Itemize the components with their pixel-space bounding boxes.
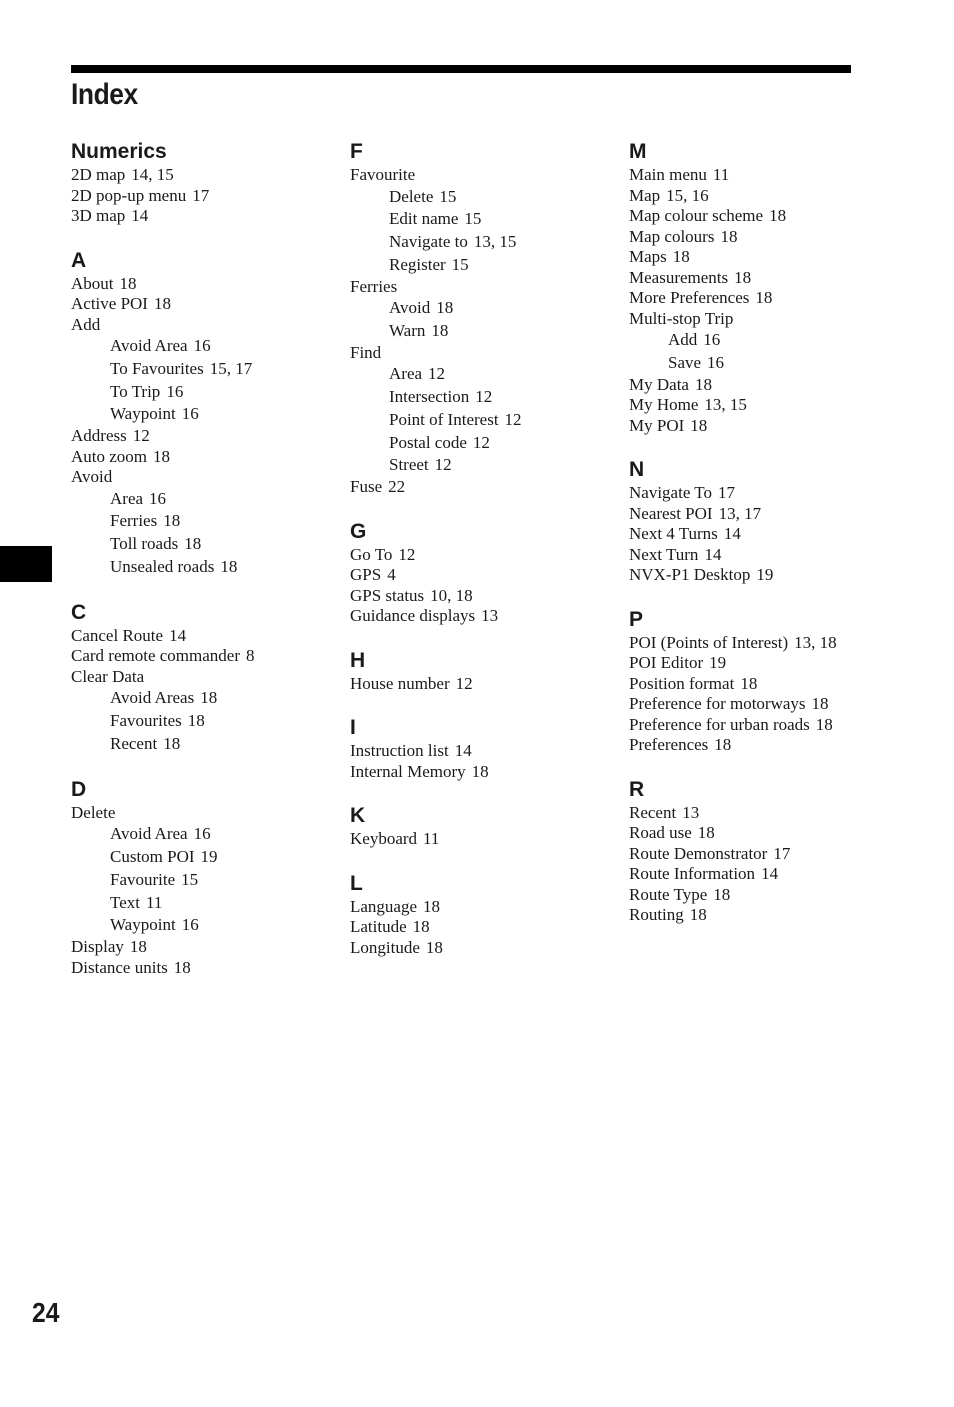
entry-pages: 18 — [689, 905, 707, 925]
entry-pages: 12 — [398, 544, 416, 564]
index-entry — [629, 633, 899, 654]
entry-term: Guidance displays — [350, 606, 476, 626]
entry-term: Favourite — [110, 869, 176, 889]
entry-term: 3D map — [71, 206, 126, 225]
index-entry — [350, 741, 620, 762]
index-subentry — [71, 533, 341, 556]
entry-pages: 18 — [431, 320, 449, 340]
entry-term: Edit name — [389, 209, 459, 229]
index-entry — [71, 206, 341, 227]
entry-pages: 18 — [119, 273, 137, 293]
entry-term: Card remote commander — [71, 646, 240, 666]
index-entry — [629, 823, 899, 844]
entry-pages: 18 — [740, 673, 758, 693]
index-column-3 — [629, 140, 899, 948]
entry-pages: 11 — [145, 892, 163, 912]
section-letter: Numerics — [71, 140, 167, 163]
index-section — [350, 649, 620, 695]
index-entry — [71, 186, 341, 207]
index-subentry — [71, 403, 341, 426]
entry-pages: 18 — [129, 937, 147, 957]
entry-term: Map — [629, 185, 661, 205]
entry-pages: 12 — [434, 455, 452, 475]
entry-pages: 18 — [694, 374, 712, 394]
entry-term: Text — [110, 892, 140, 912]
entry-pages: 14 — [704, 544, 722, 564]
index-entry — [629, 186, 899, 207]
index-entry — [350, 897, 620, 918]
entry-term: Display — [71, 937, 124, 957]
index-entry — [71, 667, 341, 688]
entry-term: My Data — [629, 374, 689, 394]
entry-term: Recent — [629, 802, 677, 822]
index-subentry — [71, 687, 341, 710]
entry-pages: 10, 18 — [430, 585, 473, 605]
index-entry — [71, 646, 341, 667]
index-entry — [629, 247, 899, 268]
index-subentry — [71, 710, 341, 733]
index-entry — [350, 938, 620, 959]
entry-term: Road use — [629, 823, 692, 843]
entry-term: Active POI — [71, 294, 148, 313]
entry-pages: 17 — [192, 185, 210, 205]
entry-pages: 18 — [672, 247, 690, 266]
entry-term: House number — [350, 673, 450, 693]
index-subentry — [71, 869, 341, 892]
entry-pages: 14 — [723, 524, 741, 544]
entry-pages: 12 — [504, 409, 522, 429]
entry-pages: 14, 15 — [131, 165, 174, 184]
index-subentry — [71, 823, 341, 846]
entry-term: Distance units — [71, 957, 168, 977]
index-section — [71, 249, 341, 579]
index-entry — [629, 504, 899, 525]
section-letter: F — [350, 140, 363, 163]
index-entry — [629, 206, 899, 227]
section-letter: G — [350, 519, 367, 543]
entry-term: NVX-P1 Desktop — [629, 565, 751, 585]
entry-pages: 18 — [720, 226, 738, 246]
entry-term: POI Editor — [629, 653, 704, 673]
entry-term: Instruction list — [350, 741, 449, 761]
entry-term: Preference for urban roads — [629, 714, 810, 734]
index-subentry — [71, 914, 341, 937]
entry-pages: 12 — [132, 426, 150, 446]
index-subentry — [71, 335, 341, 358]
index-section — [629, 458, 899, 586]
entry-pages: 16 — [707, 352, 725, 372]
entry-term: Next Turn — [629, 544, 699, 564]
entry-term: Latitude — [350, 917, 407, 937]
entry-term: Intersection — [389, 387, 470, 407]
entry-pages: 18 — [815, 714, 833, 734]
entry-term: Avoid — [389, 298, 431, 318]
entry-pages: 15, 16 — [666, 185, 709, 205]
thumb-index-tab — [0, 546, 52, 582]
entry-term: More Preferences — [629, 288, 750, 307]
entry-pages: 18 — [690, 415, 708, 435]
index-entry — [629, 653, 899, 674]
entry-term: Multi-stop Trip — [629, 308, 734, 328]
index-entry — [629, 375, 899, 396]
entry-term: Ferries — [110, 511, 158, 531]
index-entry — [629, 227, 899, 248]
section-letter: R — [629, 777, 645, 801]
entry-pages: 12 — [455, 673, 473, 693]
entry-term: GPS — [350, 565, 382, 585]
entry-term: Route Information — [629, 864, 756, 884]
index-entry — [71, 626, 341, 647]
entry-term: Delete — [71, 802, 116, 822]
index-entry — [350, 829, 620, 850]
index-section — [350, 716, 620, 782]
entry-term: Ferries — [350, 276, 398, 296]
entry-term: Delete — [389, 186, 434, 206]
entry-term: Route Demonstrator — [629, 843, 768, 863]
index-entry — [629, 288, 899, 309]
entry-pages: 11 — [423, 829, 440, 849]
index-subentry — [71, 358, 341, 381]
entry-term: Favourite — [350, 165, 416, 184]
section-letter: N — [629, 458, 645, 482]
index-subentry — [629, 352, 899, 375]
entry-pages: 22 — [388, 477, 406, 497]
index-entry — [629, 694, 899, 715]
index-subentry — [350, 386, 620, 409]
index-column-2 — [350, 140, 620, 980]
entry-term: Auto zoom — [71, 446, 148, 466]
index-subentry — [350, 186, 620, 209]
index-entry — [629, 905, 899, 926]
index-entry — [350, 477, 620, 498]
index-section — [71, 778, 341, 978]
entry-pages: 13, 18 — [794, 632, 837, 652]
index-subentry — [350, 254, 620, 277]
entry-pages: 14 — [131, 206, 149, 225]
index-entry — [629, 674, 899, 695]
entry-pages: 19 — [756, 565, 774, 585]
index-subentry — [350, 409, 620, 432]
section-letter: C — [71, 600, 87, 624]
index-subentry — [71, 733, 341, 756]
entry-pages: 13 — [682, 802, 700, 822]
entry-term: Route Type — [629, 884, 708, 904]
entry-term: Preferences — [629, 735, 709, 755]
entry-pages: 18 — [200, 688, 218, 708]
index-entry — [350, 343, 620, 364]
entry-pages: 16 — [181, 915, 199, 935]
index-section — [71, 601, 341, 756]
entry-pages: 18 — [163, 733, 181, 753]
index-entry — [629, 416, 899, 437]
entry-pages: 18 — [425, 937, 443, 957]
entry-term: Avoid Areas — [110, 688, 195, 708]
index-section — [629, 778, 899, 926]
index-subentry — [71, 488, 341, 511]
entry-term: Measurements — [629, 267, 729, 287]
entry-term: Cancel Route — [71, 625, 164, 645]
index-entry — [71, 165, 341, 186]
entry-pages: 13, 15 — [704, 395, 747, 415]
entry-pages: 14 — [454, 741, 472, 761]
entry-term: 2D map — [71, 165, 126, 184]
entry-pages: 18 — [220, 557, 238, 577]
entry-term: To Favourites — [110, 358, 204, 378]
entry-pages: 18 — [755, 288, 773, 307]
index-entry — [629, 524, 899, 545]
index-entry — [350, 674, 620, 695]
entry-term: Position format — [629, 673, 735, 693]
entry-term: Avoid — [71, 467, 113, 487]
index-entry — [71, 315, 341, 336]
entry-term: Address — [71, 426, 127, 446]
index-entry — [629, 309, 899, 330]
index-entry — [629, 885, 899, 906]
index-section — [350, 872, 620, 959]
index-entry — [629, 395, 899, 416]
entry-pages: 18 — [769, 206, 787, 225]
index-entry — [350, 565, 620, 586]
index-subentry — [71, 846, 341, 869]
entry-pages: 18 — [153, 294, 171, 313]
index-section — [629, 608, 899, 756]
index-section — [71, 140, 341, 227]
entry-term: Add — [668, 330, 698, 349]
entry-pages: 12 — [472, 432, 490, 452]
index-subentry — [350, 320, 620, 343]
entry-pages: 15 — [181, 869, 199, 889]
entry-pages: 12 — [428, 364, 446, 384]
index-entry — [629, 483, 899, 504]
entry-pages: 8 — [246, 646, 255, 666]
entry-pages: 18 — [423, 896, 441, 916]
entry-pages: 16 — [703, 330, 721, 349]
index-entry — [629, 715, 899, 736]
entry-pages: 16 — [181, 404, 199, 424]
entry-term: GPS status — [350, 585, 425, 605]
index-subentry — [350, 208, 620, 231]
index-subentry — [71, 556, 341, 579]
index-entry — [71, 467, 341, 488]
entry-term: Main menu — [629, 165, 707, 184]
entry-pages: 17 — [773, 843, 791, 863]
index-entry — [350, 277, 620, 298]
entry-term: Nearest POI — [629, 503, 713, 523]
index-entry — [629, 864, 899, 885]
index-entry — [350, 606, 620, 627]
section-letter: P — [629, 607, 644, 631]
entry-pages: 16 — [149, 488, 167, 508]
entry-term: Custom POI — [110, 847, 195, 867]
entry-pages: 4 — [387, 565, 396, 585]
entry-pages: 13, 17 — [718, 503, 762, 523]
page-number: 24 — [32, 1297, 60, 1328]
entry-pages: 18 — [436, 298, 454, 318]
index-subentry — [71, 381, 341, 404]
entry-pages: 18 — [187, 711, 205, 731]
entry-term: Fuse — [350, 477, 383, 497]
entry-pages: 18 — [173, 957, 191, 977]
entry-pages: 15 — [464, 209, 482, 229]
index-section — [629, 140, 899, 436]
entry-term: Navigate to — [389, 232, 468, 252]
header-rule — [71, 65, 851, 73]
entry-term: My Home — [629, 395, 699, 415]
section-letter: K — [350, 804, 366, 828]
entry-term: Find — [350, 342, 382, 362]
entry-pages: 15 — [439, 186, 457, 206]
entry-term: Register — [389, 254, 446, 274]
entry-pages: 18 — [713, 884, 731, 904]
entry-pages: 19 — [200, 847, 218, 867]
entry-pages: 16 — [193, 336, 211, 355]
index-section — [350, 520, 620, 627]
entry-term: Postal code — [389, 432, 467, 452]
entry-term: Preference for motorways — [629, 694, 806, 714]
entry-term: To Trip — [110, 381, 161, 401]
entry-pages: 18 — [734, 267, 752, 287]
entry-term: Map colour scheme — [629, 206, 764, 225]
entry-term: Unsealed roads — [110, 557, 215, 577]
entry-term: Toll roads — [110, 534, 179, 554]
index-entry — [629, 844, 899, 865]
entry-pages: 14 — [169, 625, 187, 645]
index-entry — [629, 803, 899, 824]
entry-term: My POI — [629, 415, 685, 435]
entry-pages: 15, 17 — [209, 358, 253, 378]
entry-term: 2D pop-up menu — [71, 185, 187, 205]
entry-pages: 18 — [714, 735, 732, 755]
entry-term: Clear Data — [71, 666, 145, 686]
index-section — [350, 140, 620, 498]
entry-pages: 18 — [471, 761, 489, 781]
entry-pages: 18 — [697, 823, 715, 843]
index-entry — [71, 958, 341, 979]
index-subentry — [350, 297, 620, 320]
entry-pages: 13, 15 — [473, 232, 517, 252]
index-entry — [350, 586, 620, 607]
entry-term: Map colours — [629, 226, 715, 246]
entry-term: Area — [110, 488, 144, 508]
index-subentry — [350, 231, 620, 254]
entry-term: Next 4 Turns — [629, 524, 718, 544]
entry-term: Waypoint — [110, 915, 176, 935]
index-section — [350, 804, 620, 850]
entry-term: Longitude — [350, 937, 420, 957]
entry-term: Avoid Area — [110, 824, 188, 844]
entry-term: Avoid Area — [110, 336, 188, 355]
entry-term: About — [71, 273, 114, 293]
entry-term: Maps — [629, 247, 667, 266]
entry-term: Point of Interest — [389, 409, 499, 429]
entry-term: Navigate To — [629, 483, 712, 503]
entry-pages: 16 — [166, 381, 184, 401]
entry-term: Street — [389, 455, 429, 475]
index-entry — [71, 447, 341, 468]
entry-pages: 18 — [184, 534, 202, 554]
entry-term: Routing — [629, 905, 684, 925]
entry-term: Recent — [110, 733, 158, 753]
index-column-1 — [71, 140, 341, 1000]
entry-pages: 18 — [412, 917, 430, 937]
entry-term: Go To — [350, 544, 393, 564]
section-letter: M — [629, 140, 647, 163]
index-entry — [629, 268, 899, 289]
index-entry — [71, 803, 341, 824]
index-entry — [71, 274, 341, 295]
index-entry — [629, 165, 899, 186]
index-subentry — [350, 432, 620, 455]
entry-pages: 18 — [811, 694, 829, 714]
entry-pages: 13 — [481, 606, 499, 626]
section-letter: H — [350, 648, 366, 672]
index-subentry — [629, 329, 899, 352]
entry-term: Internal Memory — [350, 761, 466, 781]
index-entry — [629, 545, 899, 566]
section-letter: A — [71, 248, 87, 272]
entry-term: Waypoint — [110, 404, 176, 424]
entry-term: Favourites — [110, 711, 182, 731]
index-entry — [350, 165, 620, 186]
page-title: Index — [71, 78, 138, 111]
entry-pages: 16 — [193, 824, 211, 844]
index-subentry — [350, 363, 620, 386]
entry-pages: 18 — [153, 446, 171, 466]
entry-pages: 11 — [712, 165, 730, 184]
entry-pages: 19 — [709, 653, 727, 673]
entry-term: Keyboard — [350, 829, 418, 849]
index-entry — [350, 762, 620, 783]
entry-term: Area — [389, 364, 423, 384]
section-letter: I — [350, 716, 356, 740]
index-entry — [350, 545, 620, 566]
index-entry — [629, 565, 899, 586]
entry-term: POI (Points of Interest) — [629, 632, 789, 652]
entry-pages: 17 — [718, 483, 735, 503]
entry-pages: 15 — [451, 254, 469, 274]
index-entry — [71, 294, 341, 315]
index-subentry — [350, 454, 620, 477]
entry-term: Save — [668, 352, 702, 372]
index-entry — [629, 735, 899, 756]
entry-term: Language — [350, 896, 418, 916]
entry-pages: 18 — [163, 511, 181, 531]
index-subentry — [71, 892, 341, 915]
index-subentry — [71, 510, 341, 533]
index-entry — [71, 426, 341, 447]
entry-term: Warn — [389, 320, 426, 340]
entry-term: Add — [71, 314, 101, 334]
entry-pages: 14 — [761, 864, 779, 884]
index-entry — [71, 937, 341, 958]
section-letter: D — [71, 777, 87, 801]
index-entry — [350, 917, 620, 938]
entry-pages: 12 — [475, 387, 493, 407]
section-letter: L — [350, 871, 363, 895]
